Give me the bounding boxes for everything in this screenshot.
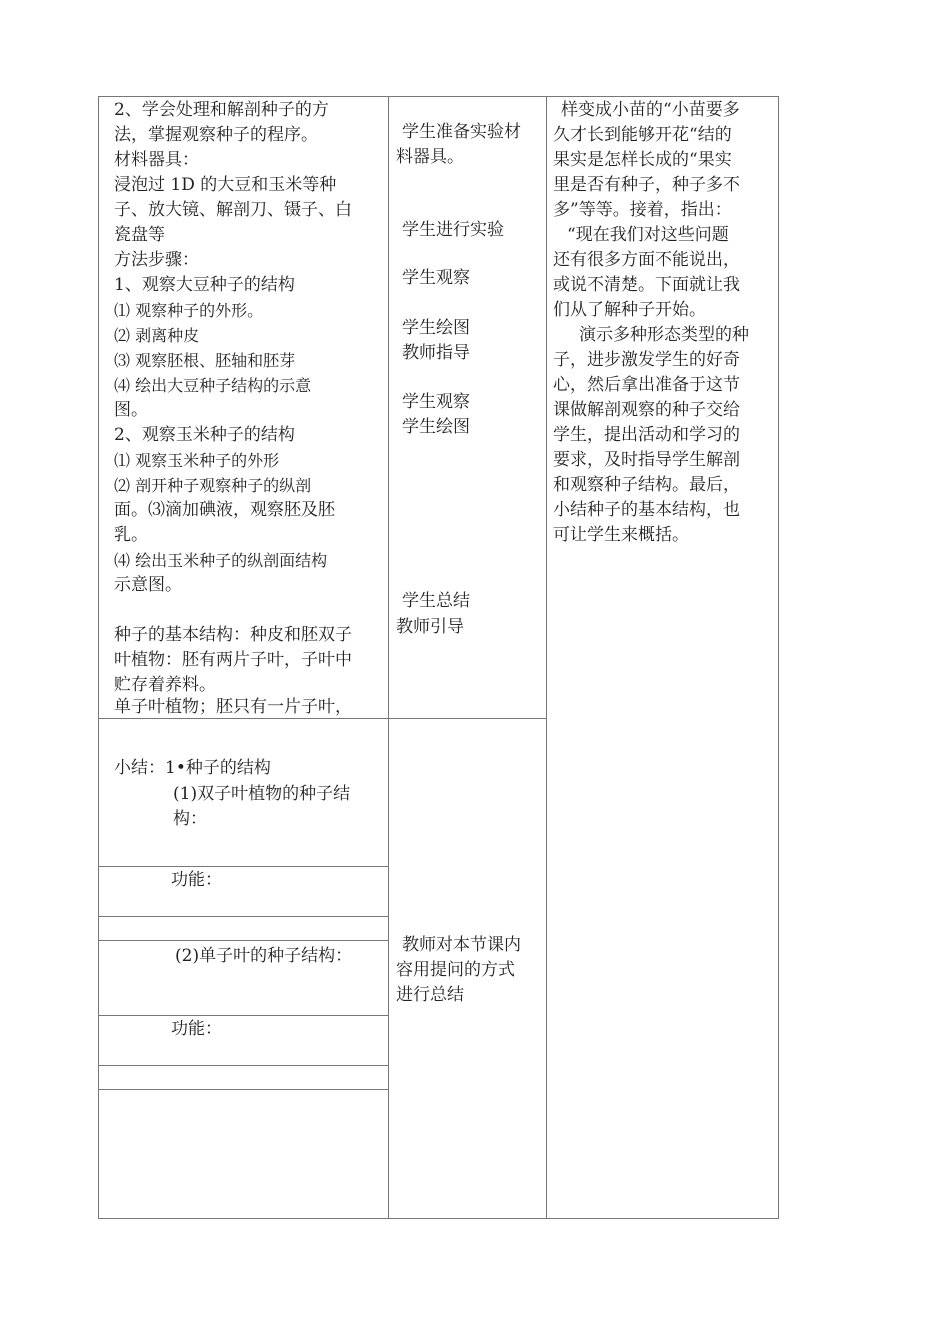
function-label-2: 功能： (171, 1019, 222, 1039)
activity-draw: 学生绘图 (402, 318, 470, 338)
procedure-line: 乳。 (114, 525, 148, 545)
activity-observe: 学生观察 (402, 268, 470, 288)
explanation-line: 或说不清楚。下面就让我 (553, 275, 740, 295)
explanation-line: 可让学生来概括。 (553, 525, 689, 545)
explanation-line: 们从了解种子开始。 (553, 300, 706, 320)
procedure-line: 示意图。 (114, 575, 182, 595)
procedure-line: ⑴ 观察种子的外形。 (114, 301, 264, 320)
activity-observe-2: 学生观察 (402, 392, 470, 412)
row-divider-d (98, 1015, 389, 1016)
explanation-line: 演示多种形态类型的种 (579, 325, 749, 345)
procedure-line: ⑷ 绘出玉米种子的纵剖面结构 (114, 551, 328, 570)
activity-prepare-line2: 料器具。 (396, 147, 464, 167)
procedure-line: 贮存着养料。 (114, 675, 216, 695)
explanation-line: “现在我们对这些问题 (567, 225, 729, 245)
teacher-summary-line3: 进行总结 (396, 985, 464, 1005)
procedure-line: 2、观察玉米种子的结构 (114, 425, 295, 445)
explanation-line: 心，然后拿出准备于这节 (553, 375, 740, 395)
row-divider-e (98, 1065, 389, 1066)
column-divider-2 (546, 96, 547, 1219)
procedure-line: 浸泡过 1D 的大豆和玉米等种 (114, 175, 337, 195)
column-divider-1 (388, 96, 389, 1219)
procedure-line: 方法步骤： (114, 250, 199, 270)
explanation-line: 学生，提出活动和学习的 (553, 425, 740, 445)
procedure-line: 单子叶植物；胚只有一片子叶， (114, 697, 352, 717)
activity-experiment: 学生进行实验 (402, 220, 504, 240)
procedure-line: 法，掌握观察种子的程序。 (114, 125, 318, 145)
explanation-line: 还有很多方面不能说出， (553, 250, 740, 270)
dicot-structure-line1: (1)双子叶植物的种子结 (173, 784, 351, 804)
activity-prepare-line1: 学生准备实验材 (402, 122, 521, 142)
teacher-summary-line1: 教师对本节课内 (402, 935, 521, 955)
procedure-line: 子、放大镜、解剖刀、镊子、白 (114, 200, 352, 220)
procedure-line: 材料器具： (114, 150, 199, 170)
summary-title: 小结：1•种子的结构 (114, 758, 271, 778)
activity-teacher-guide: 教师指导 (402, 343, 470, 363)
teacher-summary-line2: 容用提问的方式 (396, 960, 515, 980)
monocot-structure: (2)单子叶的种子结构： (175, 946, 353, 966)
row-divider-b (98, 916, 389, 917)
dicot-structure-line2: 构： (173, 809, 207, 829)
explanation-line: 和观察种子结构。最后， (553, 475, 740, 495)
row-divider-a (98, 866, 389, 867)
procedure-line: ⑴ 观察玉米种子的外形 (114, 451, 280, 470)
procedure-line: ⑷ 绘出大豆种子结构的示意 (114, 376, 312, 395)
explanation-line: 要求，及时指导学生解剖 (553, 450, 740, 470)
explanation-line: 里是否有种子，种子多不 (553, 175, 740, 195)
procedure-line: ⑵ 剥离种皮 (114, 326, 200, 345)
table-border-left (98, 96, 99, 1219)
procedure-line: 瓷盘等 (114, 225, 165, 245)
explanation-line: 久才长到能够开花“结的 (553, 125, 732, 145)
function-label-1: 功能： (171, 870, 222, 890)
table-border-right (778, 96, 779, 1219)
row-divider-c (98, 940, 389, 941)
explanation-line: 多”等等。接着，指出： (553, 200, 732, 220)
row-divider-f (98, 1089, 389, 1090)
procedure-line: 种子的基本结构：种皮和胚双子 (114, 625, 352, 645)
activity-draw-2: 学生绘图 (402, 417, 470, 437)
procedure-line: 1、观察大豆种子的结构 (114, 275, 295, 295)
explanation-line: 子，进步激发学生的好奇 (553, 350, 740, 370)
procedure-line: 面。⑶滴加碘液，观察胚及胚 (114, 500, 335, 520)
procedure-line: 2、学会处理和解剖种子的方 (114, 100, 329, 120)
activity-student-summary: 学生总结 (402, 591, 470, 611)
procedure-line: ⑵ 剖开种子观察种子的纵剖 (114, 476, 312, 495)
table-border-top (98, 96, 779, 97)
explanation-line: 样变成小苗的“小苗要多 (561, 100, 740, 120)
procedure-line: 叶植物：胚有两片子叶，子叶中 (114, 650, 352, 670)
explanation-line: 小结种子的基本结构，也 (553, 500, 740, 520)
explanation-line: 果实是怎样长成的“果实 (553, 150, 732, 170)
explanation-line: 课做解剖观察的种子交给 (553, 400, 740, 420)
table-border-bottom (98, 1218, 779, 1219)
procedure-line: 图。 (114, 400, 148, 420)
procedure-line: ⑶ 观察胚根、胚轴和胚芽 (114, 351, 296, 370)
activity-teacher-lead: 教师引导 (396, 617, 464, 637)
